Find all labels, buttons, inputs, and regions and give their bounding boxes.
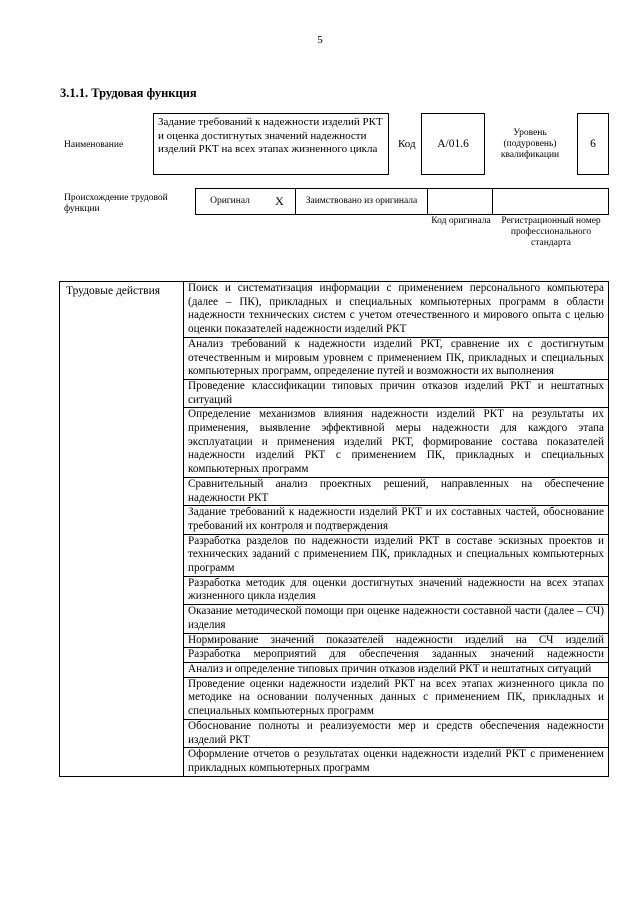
labor-action-item: Задание требований к надежности изделий РКТ и их составных частей, обоснование требований их контроля и подтверждения xyxy=(184,506,608,534)
reg-number-label: Регистрационный номер профессионального стандарта xyxy=(501,216,601,248)
function-name: Задание требований к надежности изделий РКТ и оценка достигнутых значений надежности изделий РКТ на всех этапах жизненного цикла xyxy=(153,113,389,175)
origin-label: Происхождение трудовой функции xyxy=(64,193,168,214)
labor-action-item: Анализ требований к надежности изделий РКТ, сравнение их с достигнутым отечественным и мировым уровнем с применением ПК, прикладных и специальных компьютерных программ, определение путей и возможности их выполнения xyxy=(184,338,608,380)
labor-action-item: Нормирование значений показателей надежности изделий на СЧ изделий xyxy=(184,634,608,649)
code-label: Код xyxy=(398,138,416,150)
origin-table xyxy=(195,188,609,215)
labor-action-item: Разработка мероприятий для обеспечения заданных значений надежности xyxy=(184,648,608,663)
name-label: Наименование xyxy=(64,140,124,150)
code-original-cell xyxy=(428,188,493,215)
labor-actions-label: Трудовые действия xyxy=(60,282,184,776)
section-title: 3.1.1. Трудовая функция xyxy=(60,86,197,100)
labor-action-item: Оказание методической помощи при оценке надежности составной части (далее – СЧ) изделия xyxy=(184,605,608,633)
original-mark: X xyxy=(264,188,295,215)
labor-actions-table xyxy=(59,281,609,777)
labor-action-item: Разработка методик для оценки достигнутых значений надежности на всех этапах жизненного цикла изделия xyxy=(184,577,608,605)
original-label: Оригинал xyxy=(195,188,264,215)
labor-action-item: Проведение классификации типовых причин отказов изделий РКТ и нештатных ситуаций xyxy=(184,380,608,408)
labor-action-item: Сравнительный анализ проектных решений, направленных на обеспечение надежности РКТ xyxy=(184,478,608,506)
page-number: 5 xyxy=(317,34,323,46)
labor-actions-list xyxy=(184,282,608,776)
borrowed-label: Заимствовано из оригинала xyxy=(295,188,428,215)
function-code: A/01.6 xyxy=(421,113,485,175)
labor-action-item: Определение механизмов влияния надежности изделий РКТ на результаты их применения, выявление эффективной меры надежности для каждого этапа эксплуатации и применения изделий РКТ, формирование состава показателей надежности изделий РКТ с применением ПК, прикладных и специальных компьютерных программ xyxy=(184,408,608,478)
labor-action-item: Обоснование полноты и реализуемости мер и средств обеспечения надежности изделий РКТ xyxy=(184,720,608,748)
labor-action-item: Оформление отчетов о результатах оценки надежности изделий РКТ с применением прикладных компьютерных программ xyxy=(188,748,604,774)
level-value: 6 xyxy=(577,113,609,175)
reg-number-cell xyxy=(493,188,609,215)
code-original-label: Код оригинала xyxy=(431,216,491,226)
labor-action-item: Анализ и определение типовых причин отказов изделий РКТ и нештатных ситуаций xyxy=(184,663,608,678)
level-label: Уровень (подуровень) квалификации xyxy=(500,127,560,160)
labor-action-item: Разработка разделов по надежности изделий РКТ в составе эскизных проектов и технических заданий с применением ПК, прикладных и специальных компьютерных программ xyxy=(184,535,608,577)
labor-action-item: Проведение оценки надежности изделий РКТ на всех этапах жизненного цикла по методике на основании полученных данных с применением ПК, прикладных и специальных компьютерных программ xyxy=(184,678,608,720)
labor-action-item: Поиск и систематизация информации с применением персонального компьютера (далее – ПК), прикладных и специальных компьютерных программ в области надежности технических систем с учетом отечественного и мирового опыта с целью оценки показателей надежности изделий РКТ xyxy=(184,282,608,338)
